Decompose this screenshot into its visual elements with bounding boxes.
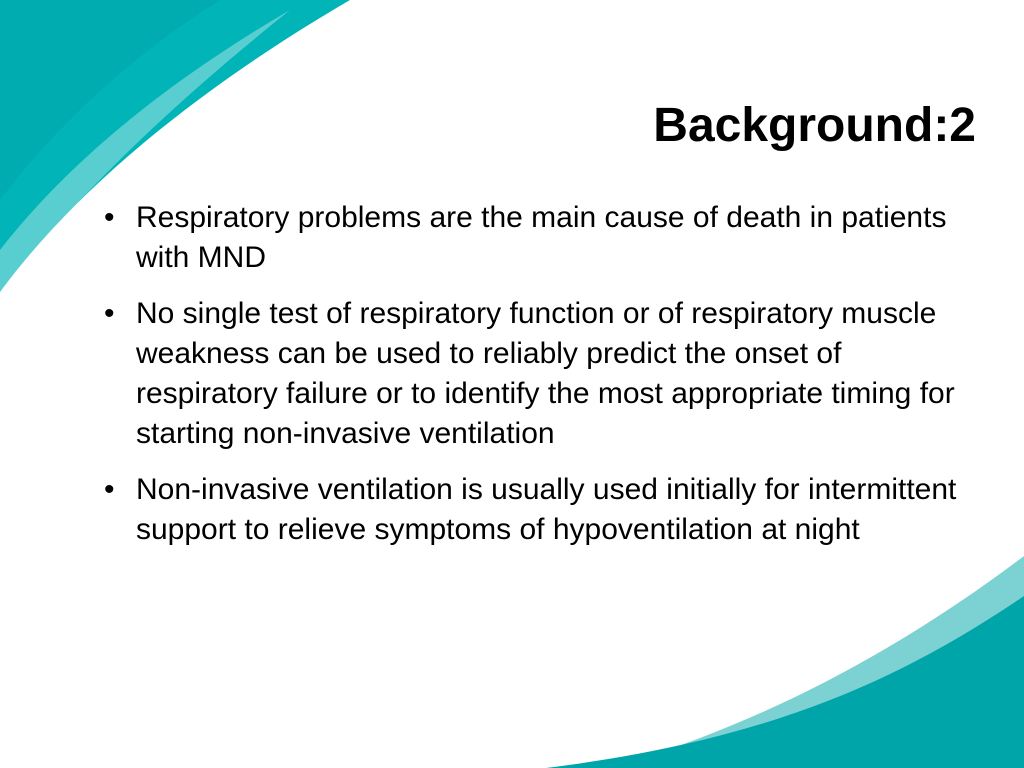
bullet-list (104, 198, 964, 566)
bullet-item (104, 294, 964, 454)
bullet-text: No single test of respiratory function or of respiratory muscle weakness can be used to reliably predict the onset of respiratory failure or to identify the most appropriate timing for starting non-invasive ventilation (136, 297, 955, 450)
bullet-marker: • (104, 297, 115, 330)
bullet-marker: • (104, 473, 115, 506)
bullet-text: Respiratory problems are the main cause of death in patients with MND (136, 201, 947, 274)
bullet-item (104, 198, 964, 278)
bullet-item (104, 470, 964, 550)
bullet-marker: • (104, 201, 115, 234)
slide-title: Background:2 (653, 99, 976, 152)
bullet-text: Non-invasive ventilation is usually used initially for intermittent support to relieve symptoms of hypoventilation at night (136, 473, 957, 546)
